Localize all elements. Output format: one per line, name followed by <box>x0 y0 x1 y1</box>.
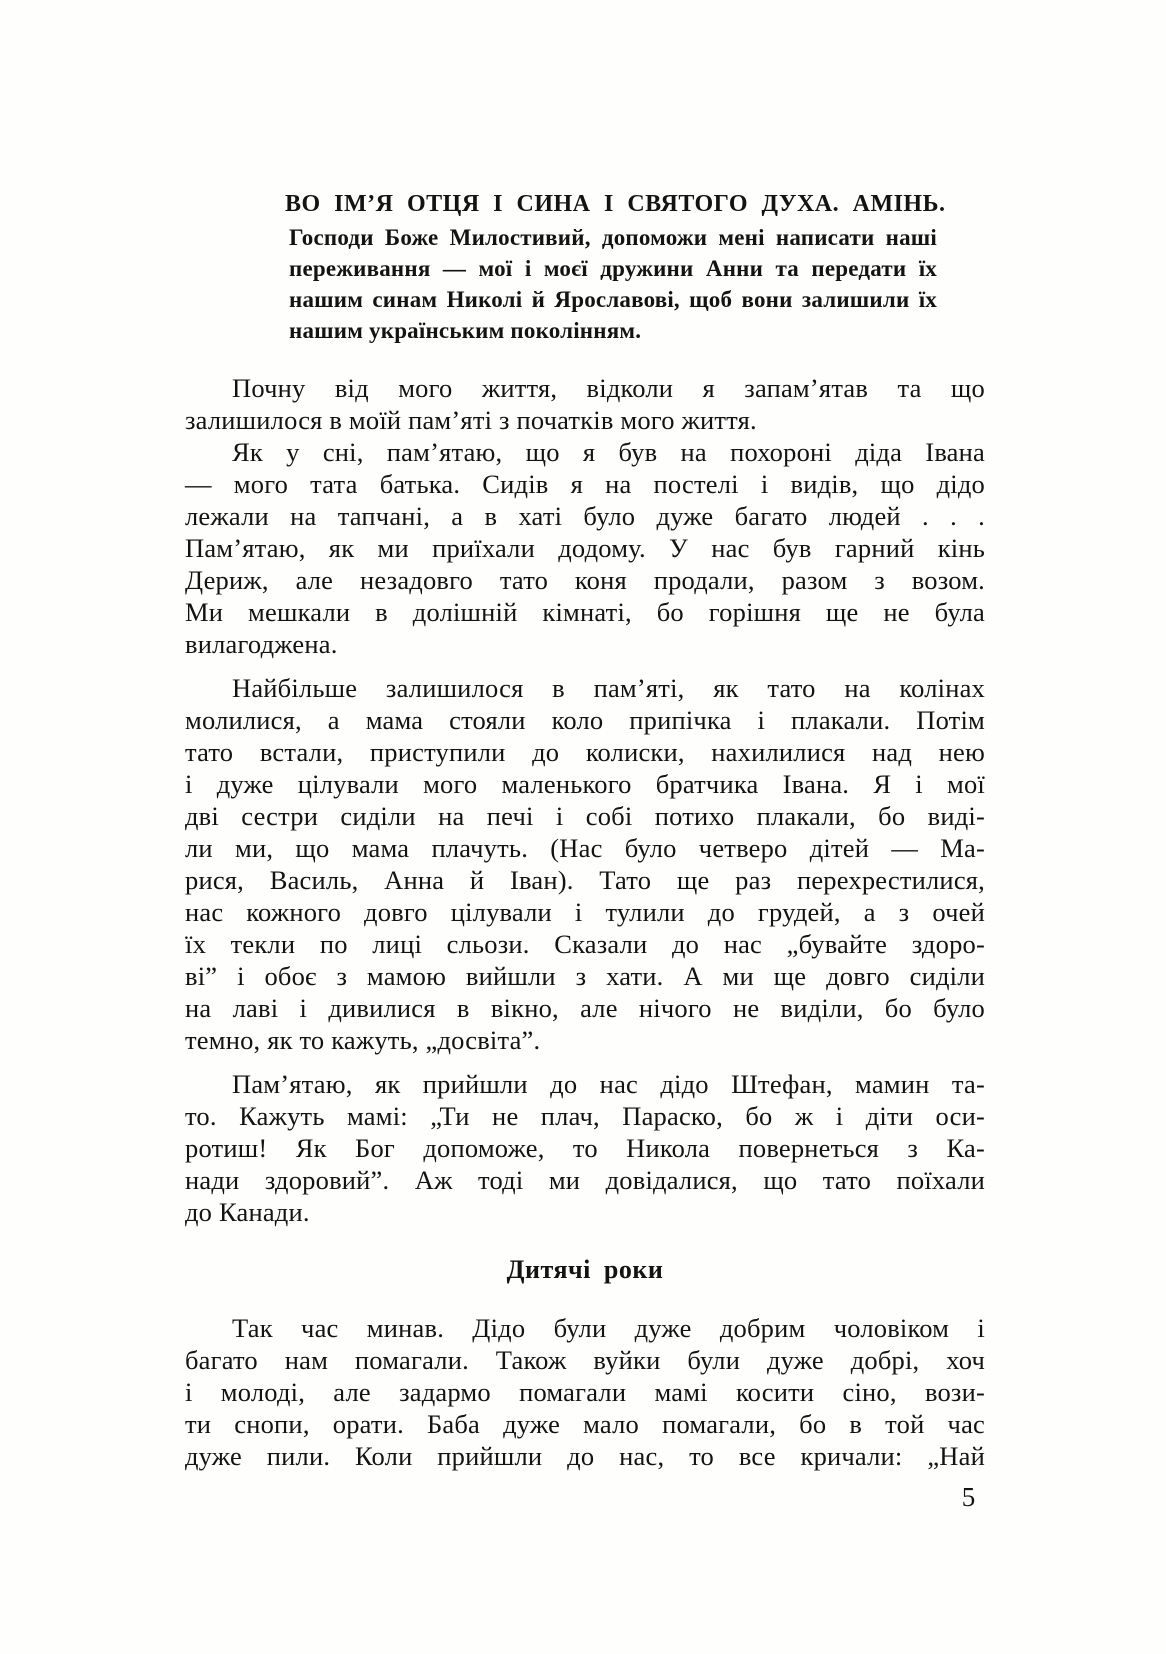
text-line: до Канади. <box>185 1197 310 1227</box>
text-line: вилагоджена. <box>185 629 338 659</box>
paragraph-3 <box>185 672 985 1056</box>
text-block <box>185 189 985 1472</box>
paragraph-1 <box>185 372 985 436</box>
text-line: ли ми, що мама плачуть. (Нас було четверо дітей — Ма- <box>185 833 985 863</box>
text-line: Так час минав. Дідо були дуже добрим чоловіком і <box>232 1313 985 1343</box>
text-line: темно, як то кажуть, „досвіта”. <box>185 1025 541 1055</box>
text-line: на лаві і дивилися в вікно, але нічого не виділи, бо було <box>185 993 985 1023</box>
text-line: і дуже цілували мого маленького братчика Івана. Я і мої <box>185 769 985 799</box>
text-line: ротиш! Як Бог допоможе, то Никола повернеться з Ка- <box>185 1133 985 1163</box>
text-line: нашим синам Николі й Ярославові, щоб вони залишили їх <box>289 287 937 312</box>
text-line: молилися, а мама стояли коло припічка і плакали. Потім <box>185 705 985 735</box>
text-line: рися, Василь, Анна й Іван). Тато ще раз перехрестилися, <box>185 865 985 895</box>
text-line: нашим українським поколінням. <box>289 318 642 343</box>
text-line: Дериж, але незадовго тато коня продали, разом з возом. <box>185 565 985 595</box>
text-line: залишилося в моїй пам’яті з початків мого життя. <box>185 405 757 435</box>
text-line: Як у сні, пам’ятаю, що я був на похороні діда Івана <box>232 437 985 467</box>
text-line: багато нам помагали. Також вуйки були дуже добрі, хоч <box>185 1345 985 1375</box>
text-line: Почну від мого життя, відколи я запам’ятав та що <box>232 373 985 403</box>
text-line: Ми мешкали в долішній кімнаті, бо горішня ще не була <box>185 597 985 627</box>
paragraph-4 <box>185 1068 985 1228</box>
text-line: лежали на тапчані, а в хаті було дуже багато людей . . . <box>185 501 985 531</box>
paragraph-2 <box>185 436 985 660</box>
text-line: Пам’ятаю, як ми приїхали додому. У нас був гарний кінь <box>185 533 985 563</box>
text-line: і молоді, але задармо помагали мамі косити сіно, вози- <box>185 1377 985 1407</box>
text-line: тато встали, приступили до колиски, нахилилися над нею <box>185 737 985 767</box>
text-line: нас кожного довго цілували і тулили до грудей, а з очей <box>185 897 985 927</box>
text-line: дуже пили. Коли прийшли до нас, то все кричали: „Най <box>185 1441 985 1471</box>
paragraph-5 <box>185 1312 985 1472</box>
text-line: дві сестри сиділи на печі і собі потихо плакали, бо виді- <box>185 801 985 831</box>
text-line: їх текли по лиці сльози. Сказали до нас „бувайте здоро- <box>185 929 985 959</box>
page-number: 5 <box>961 1482 976 1512</box>
text-line: — мого тата батька. Сидів я на постелі і видів, що дідо <box>185 469 985 499</box>
text-line: ві” і обоє з мамою вийшли з хати. А ми ще довго сиділи <box>185 961 985 991</box>
text-line: ти снопи, орати. Баба дуже мало помагали, бо в той час <box>185 1409 985 1439</box>
text-line: Господи Боже Милостивий, допоможи мені написати наші <box>289 225 937 250</box>
text-line: переживання — мої і моєї дружини Анни та передати їх <box>289 256 937 281</box>
section-heading: Дитячі роки <box>506 1255 664 1284</box>
text-line: Пам’ятаю, як прийшли до нас дідо Штефан, мамин та- <box>232 1069 985 1099</box>
invocation-paragraph <box>289 222 937 346</box>
text-line: то. Кажуть мамі: „Ти не плач, Параско, бо ж і діти оси- <box>185 1101 985 1131</box>
invocation-heading: ВО ІМ’Я ОТЦЯ І СИНА І СВЯТОГО ДУХА. АМІНЬ. <box>285 191 946 217</box>
text-line: нади здоровий”. Аж тоді ми довідалися, що тато поїхали <box>185 1165 985 1195</box>
text-line: Найбільше залишилося в пам’яті, як тато на колінах <box>232 673 985 703</box>
